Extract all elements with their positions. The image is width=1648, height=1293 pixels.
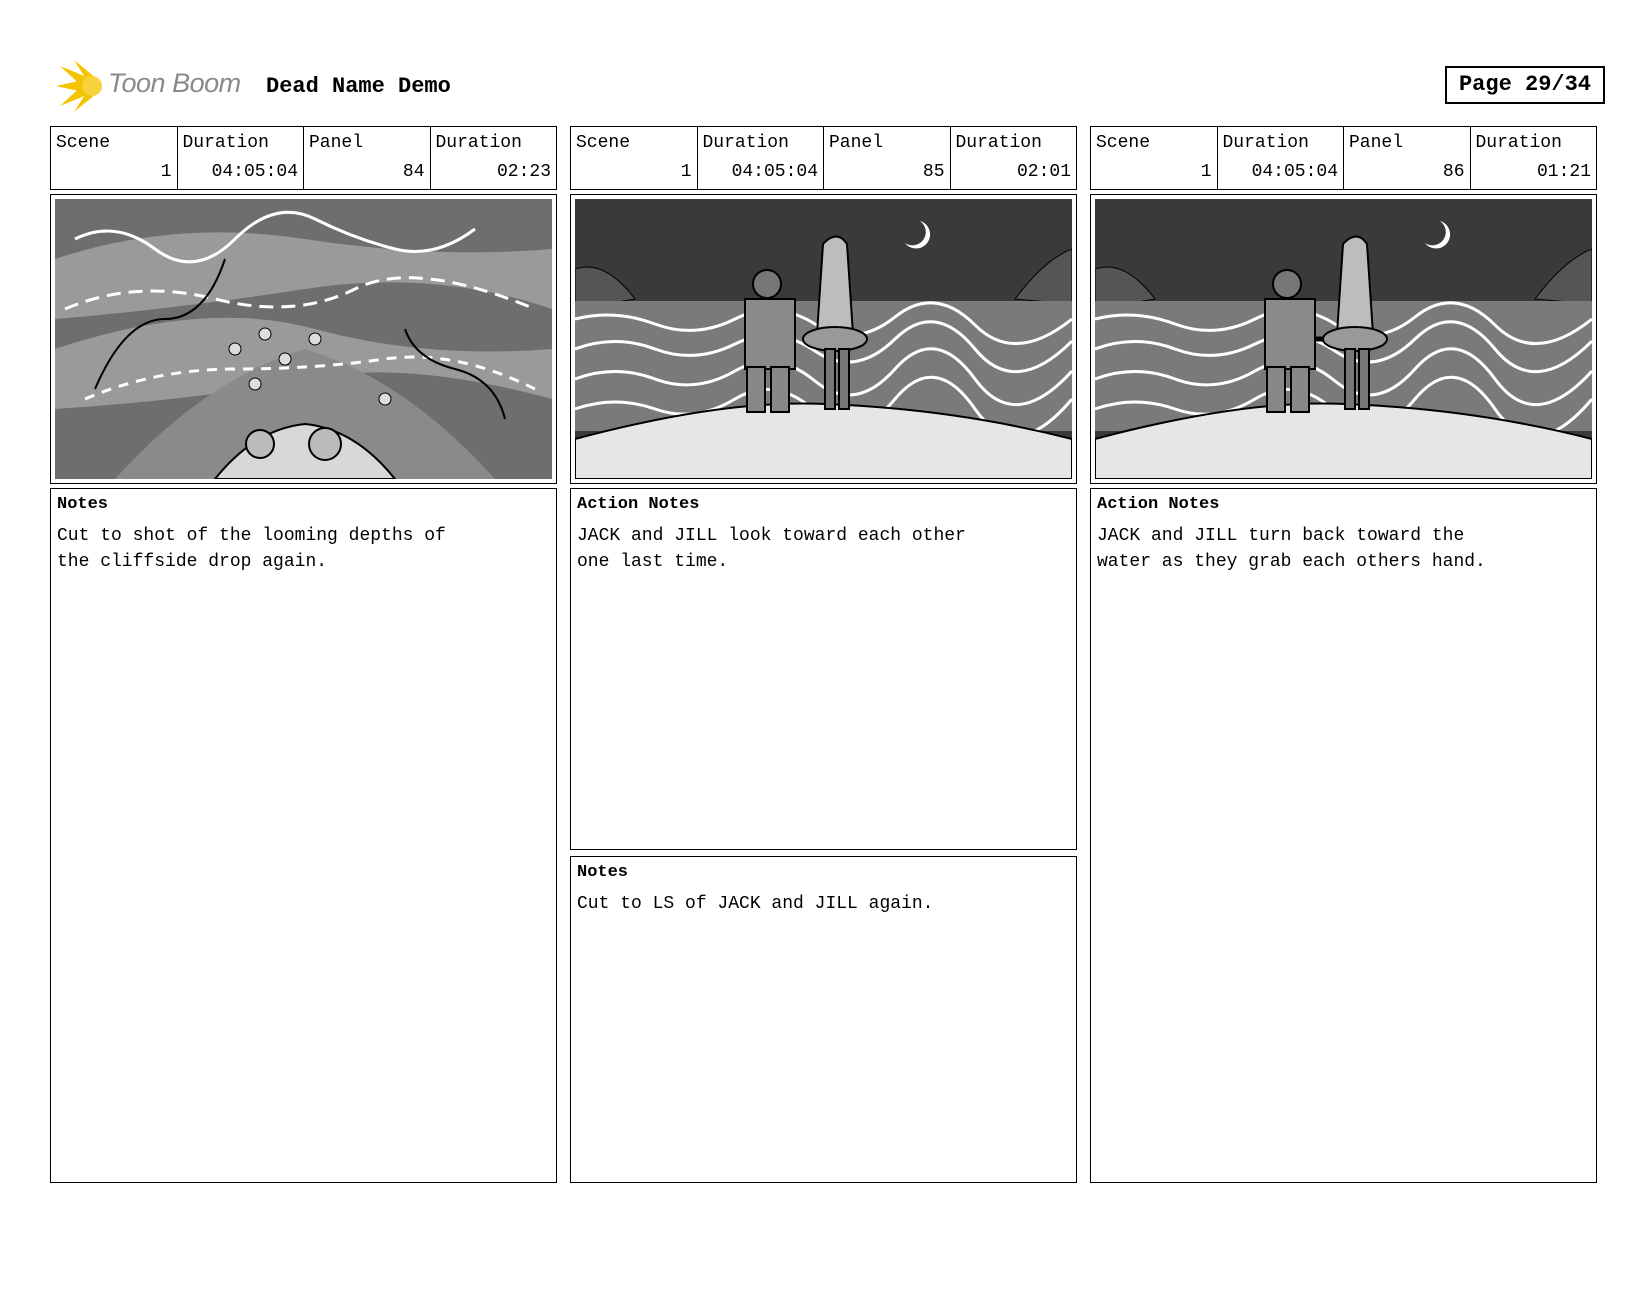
- scene-value: 1: [680, 162, 692, 182]
- duration-value: 04:05:04: [731, 162, 818, 182]
- page-number: Page 29/34: [1445, 66, 1605, 104]
- notes-label: Notes: [577, 863, 629, 882]
- duration-value: 04:05:04: [1251, 162, 1338, 182]
- notes-text: Cut to shot of the looming depths of the cliffside drop again.: [57, 526, 446, 572]
- panel-cell: [1344, 127, 1471, 189]
- panel-duration-value: 02:23: [496, 162, 551, 182]
- notes-label: Notes: [57, 495, 109, 514]
- scene-value: 1: [160, 162, 172, 182]
- panel-duration-value: 02:01: [1016, 162, 1071, 182]
- scene-label: Scene: [1096, 133, 1151, 153]
- duration-value: 04:05:04: [211, 162, 298, 182]
- scene-duration-cell: [178, 127, 305, 189]
- panel-duration-cell: [1471, 127, 1597, 189]
- panel-label: Panel: [309, 133, 364, 153]
- cliffside-depths-drawing: [55, 199, 552, 479]
- panel-duration-label: Duration: [435, 133, 522, 153]
- panel-duration-cell: [431, 127, 557, 189]
- duration-label: Duration: [182, 133, 269, 153]
- notes-box: [570, 856, 1077, 1183]
- duration-label: Duration: [702, 133, 789, 153]
- panel-label: Panel: [829, 133, 884, 153]
- page-header: [52, 58, 1612, 114]
- notes-box: [50, 488, 557, 1183]
- panel-info-table: [1090, 126, 1597, 190]
- logo-text: Toon Boom: [108, 68, 241, 98]
- storyboard-frame: [1090, 194, 1597, 484]
- toon-boom-logo: [52, 58, 252, 114]
- scene-label: Scene: [576, 133, 631, 153]
- panel-cell: [824, 127, 951, 189]
- panel-duration-label: Duration: [955, 133, 1042, 153]
- action-notes-label: Action Notes: [577, 495, 700, 514]
- action-notes-text: JACK and JILL look toward each other one last time.: [577, 526, 966, 572]
- panel-duration-label: Duration: [1475, 133, 1562, 153]
- panel-duration-cell: [951, 127, 1077, 189]
- scene-duration-cell: [1218, 127, 1345, 189]
- panel-value: 86: [1442, 162, 1465, 182]
- panel-info-table: [570, 126, 1077, 190]
- document-title: Dead Name Demo: [266, 74, 451, 99]
- sun-burst-icon: [52, 58, 108, 114]
- panel-value: 85: [922, 162, 945, 182]
- scene-cell: [1091, 127, 1218, 189]
- action-notes-box: [1090, 488, 1597, 1183]
- scene-duration-cell: [698, 127, 825, 189]
- scene-cell: [571, 127, 698, 189]
- panel-info-table: [50, 126, 557, 190]
- scene-label: Scene: [56, 133, 111, 153]
- storyboard-frame: [570, 194, 1077, 484]
- scene-cell: [51, 127, 178, 189]
- duration-label: Duration: [1222, 133, 1309, 153]
- panel-value: 84: [402, 162, 425, 182]
- panel-label: Panel: [1349, 133, 1404, 153]
- action-notes-text: JACK and JILL turn back toward the water as they grab each others hand.: [1097, 526, 1486, 572]
- scene-value: 1: [1200, 162, 1212, 182]
- panel-cell: [304, 127, 431, 189]
- jack-jill-cliff-drawing: [575, 199, 1072, 479]
- jack-jill-holding-hands-drawing: [1095, 199, 1592, 479]
- action-notes-box: [570, 488, 1077, 850]
- panel-duration-value: 01:21: [1536, 162, 1591, 182]
- action-notes-label: Action Notes: [1097, 495, 1220, 514]
- notes-text: Cut to LS of JACK and JILL again.: [577, 894, 934, 914]
- storyboard-frame: [50, 194, 557, 484]
